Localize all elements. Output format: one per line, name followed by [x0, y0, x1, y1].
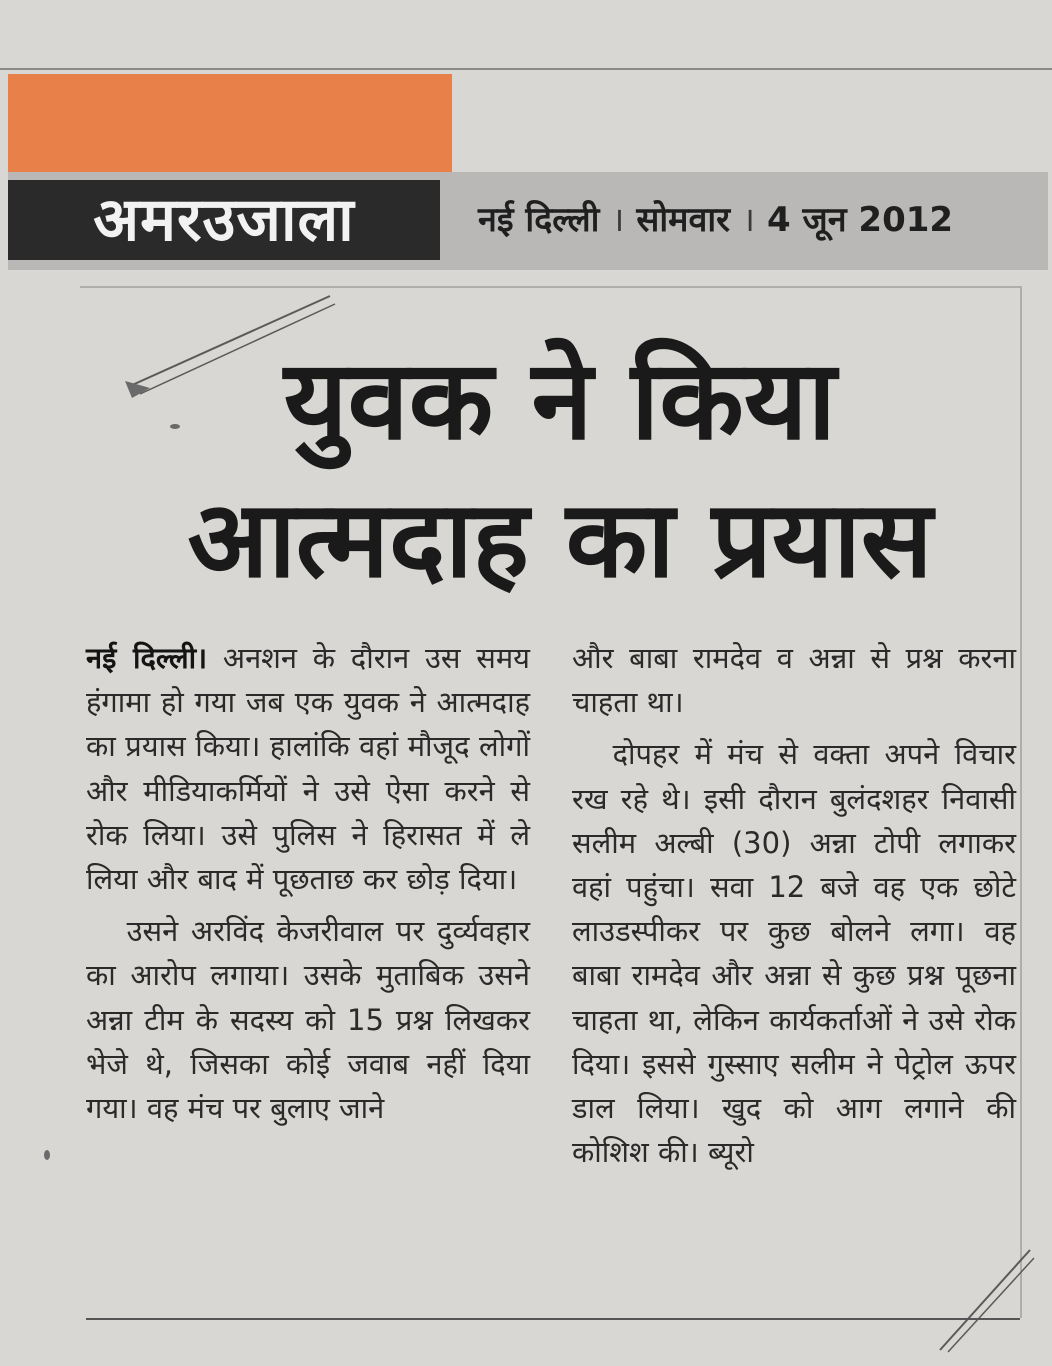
paragraph-3	[572, 732, 1016, 1174]
dateline-date: 4 जून 2012	[766, 200, 954, 240]
ink-speck	[170, 424, 180, 429]
paragraph-3-text: दोपहर में मंच से वक्ता अपने विचार रख रहे थे। इसी दौरान बुलंदशहर निवासी सलीम अल्बी (30) अन्ना टोपी लगाकर वहां पहुंचा। सवा 12 बजे वह एक छोटे लाउडस्पीकर पर कुछ बोलने लगा। वह बाबा रामदेव और अन्ना से कुछ प्रश्न पूछना चाहता था, लेकिन कार्यकर्ताओं ने उसे रोक दिया। इससे गुस्साए सलीम ने पेट्रोल ऊपर डाल लिया। खुद को आग लगाने की कोशिश की।	[572, 737, 1016, 1170]
paper-name: अमरउजाला	[93, 185, 355, 255]
headline-line-1: युवक ने किया	[283, 336, 837, 464]
orange-color-band	[8, 74, 452, 174]
headline-line-2: आत्मदाह का प्रयास	[187, 478, 933, 601]
dateline-separator: ।	[742, 200, 755, 240]
dateline-city: नई दिल्ली	[478, 200, 600, 240]
byline: ब्यूरो	[707, 1135, 754, 1170]
article-column-left	[86, 636, 530, 1130]
dateline	[478, 190, 953, 246]
headline	[110, 330, 1010, 610]
top-rule	[0, 68, 1052, 70]
paragraph-2-continued: और बाबा रामदेव व अन्ना से प्रश्न करना चाहता था।	[572, 641, 1016, 720]
paragraph-2: उसने अरविंद केजरीवाल पर दुर्व्यवहार का आरोप लगाया। उसके मुताबिक उसने अन्ना टीम के सदस्य को 15 प्रश्न लिखकर भेजे थे, जिसका कोई जवाब नहीं दिया गया। वह मंच पर बुलाए जाने	[86, 914, 530, 1126]
dateline-day: सोमवार	[636, 200, 731, 240]
dateline-separator: ।	[611, 200, 625, 240]
bottom-rule	[86, 1318, 1020, 1320]
masthead-logo	[8, 180, 440, 260]
lead-dateline: नई दिल्ली।	[86, 641, 208, 675]
pen-mark-icon	[930, 1240, 1040, 1360]
ink-speck	[44, 1150, 50, 1160]
paragraph-1-text: अनशन के दौरान उस समय हंगामा हो गया जब एक युवक ने आत्मदाह का प्रयास किया। हालांकि वहां मौजूद लोगों और मीडियाकर्मियों ने उसे ऐसा करने से रोक लिया। उसे पुलिस ने हिरासत में ले लिया और बाद में पूछताछ कर छोड़ दिया।	[86, 641, 530, 897]
article-column-right	[572, 636, 1016, 1174]
paragraph-1	[86, 636, 530, 901]
